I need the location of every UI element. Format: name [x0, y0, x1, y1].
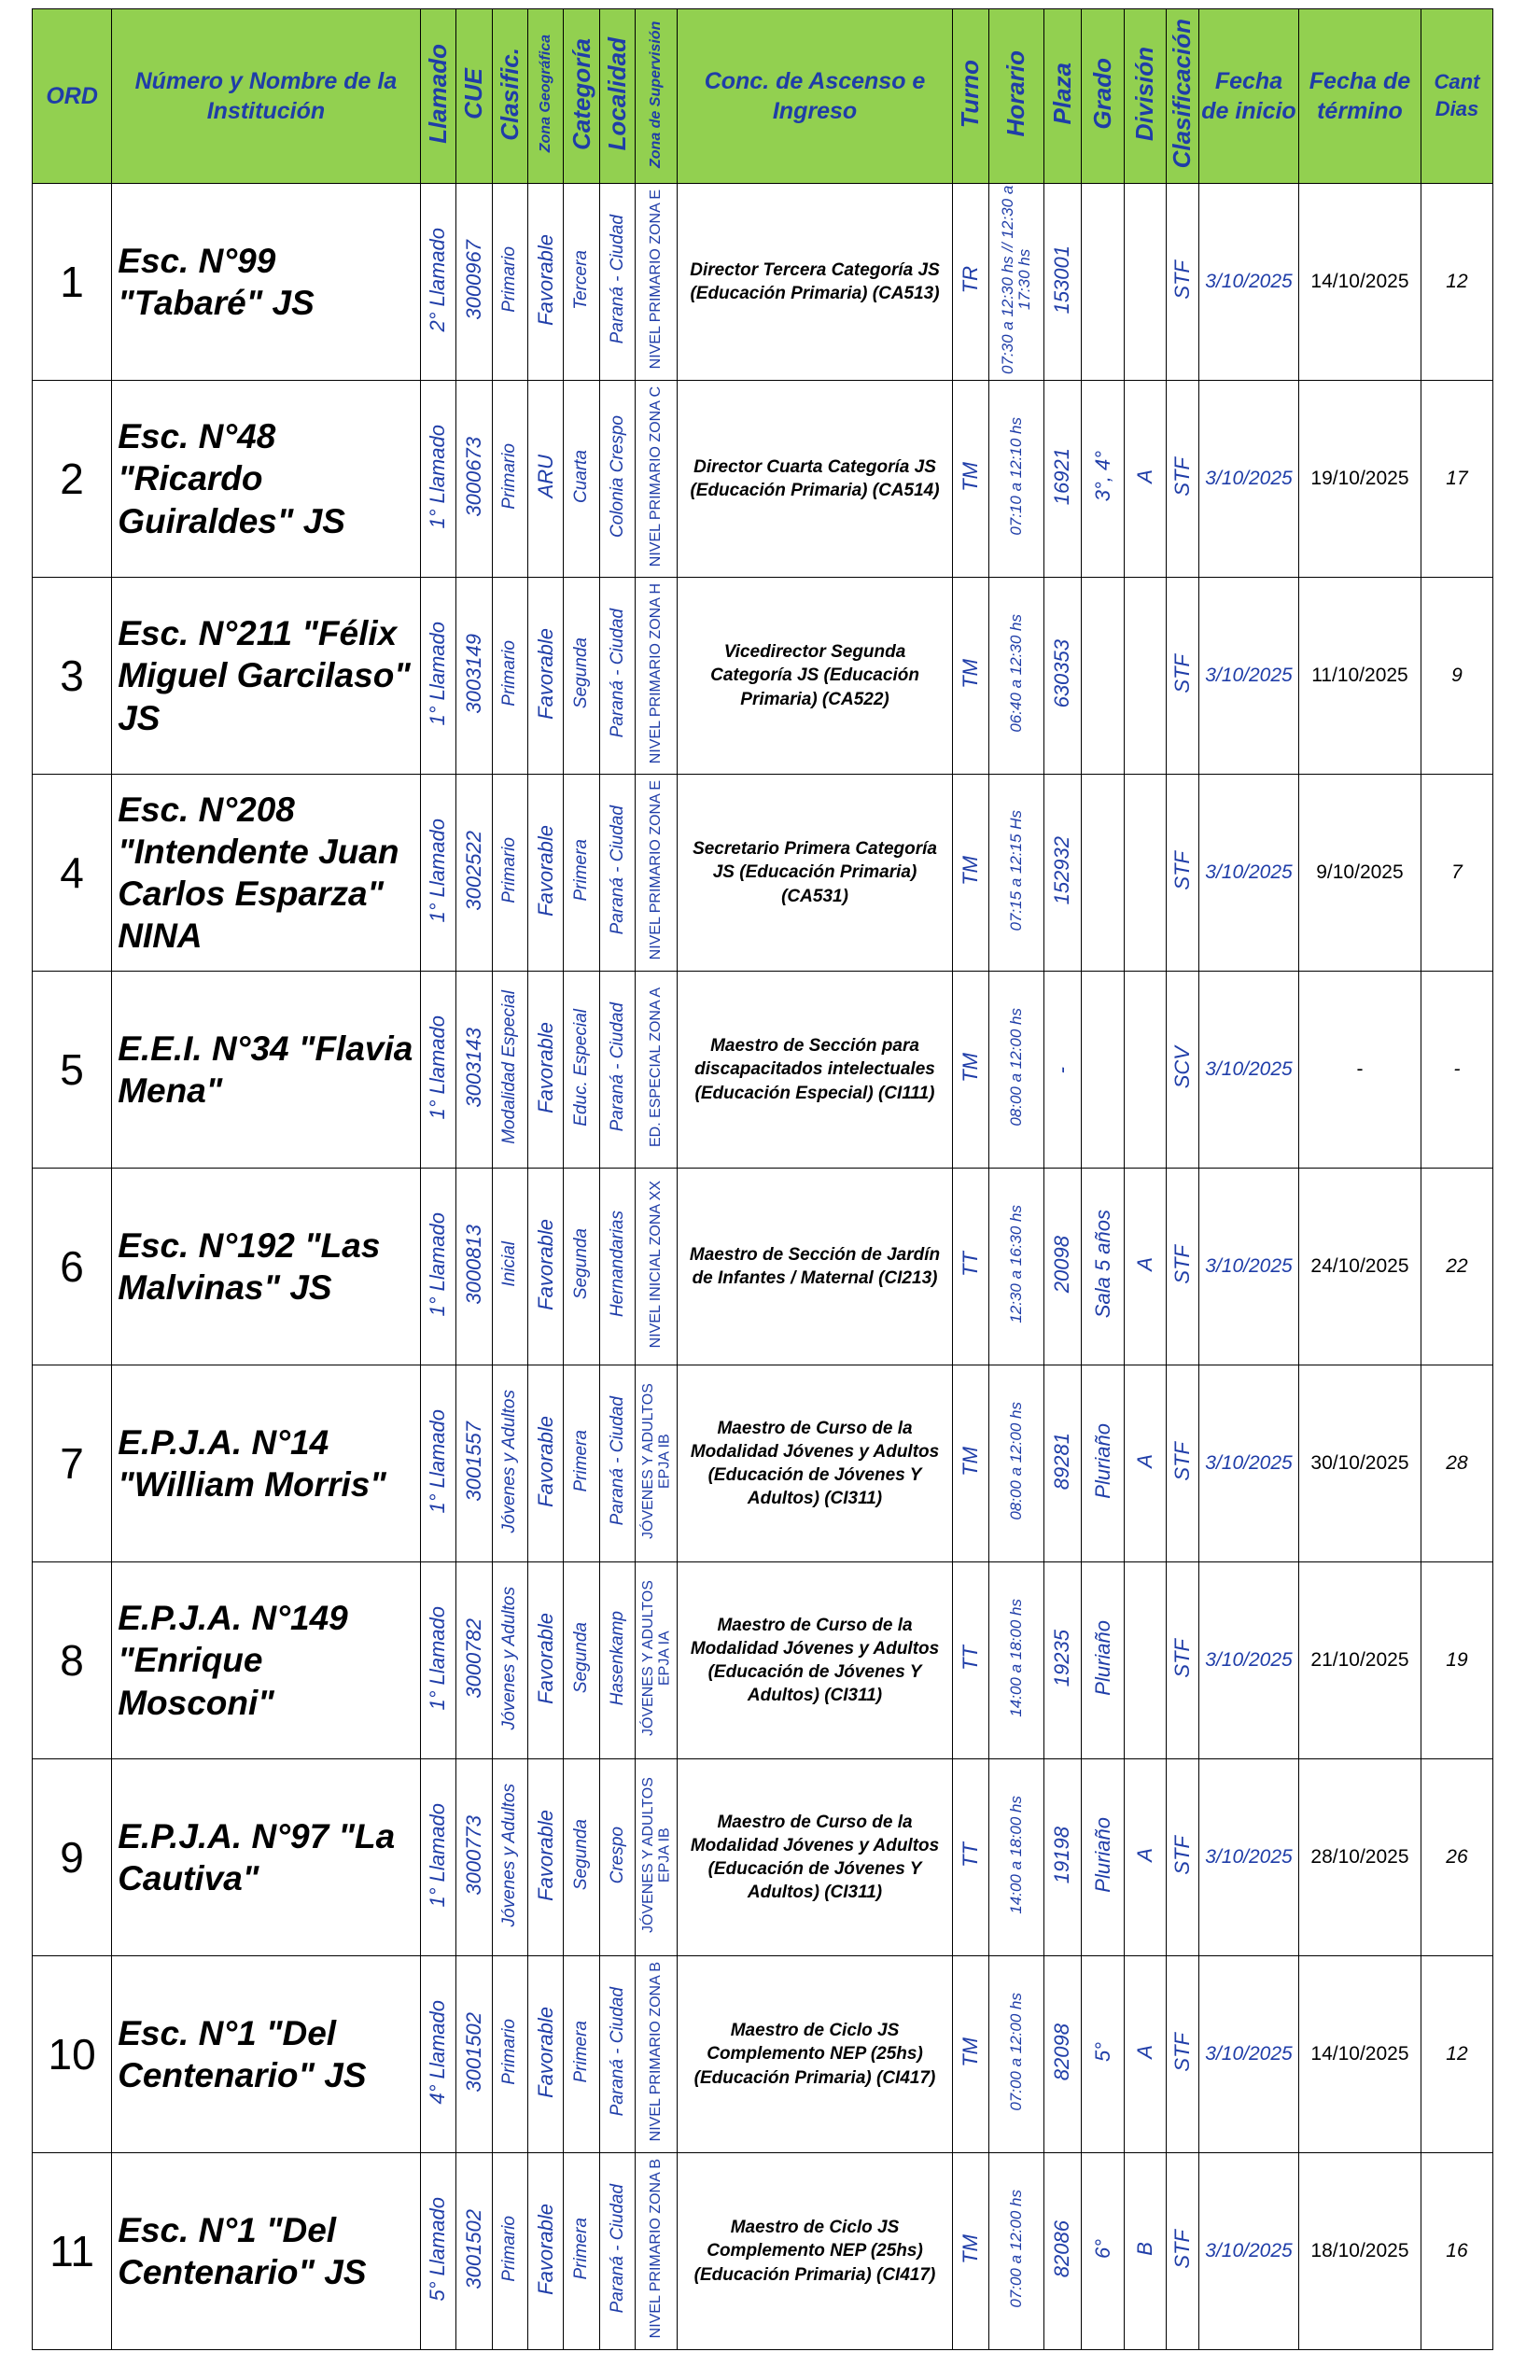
- fecha-termino-cell: 9/10/2025: [1299, 775, 1421, 972]
- ord-cell: 11: [33, 2153, 112, 2350]
- categoria-cell: Primera: [564, 2153, 599, 2350]
- turno-cell: TR: [953, 184, 988, 381]
- plaza-cell: 82086: [1043, 2153, 1082, 2350]
- cant-dias-cell: 19: [1421, 1562, 1492, 1759]
- institution-name: E.E.I. N°34 "Flavia Mena": [112, 972, 420, 1169]
- division-cell: A: [1124, 1365, 1166, 1562]
- header-row: [33, 9, 1493, 184]
- zona-geografica-cell: Favorable: [527, 578, 563, 775]
- zona-supervision-cell: JÓVENES Y ADULTOS EPJA IB: [636, 1759, 678, 1956]
- horario-cell: 07:10 a 12:10 hs: [988, 381, 1043, 578]
- clasif-cell: Modalidad Especial: [492, 972, 527, 1169]
- division-cell: [1124, 1562, 1166, 1759]
- division-cell: A: [1124, 1169, 1166, 1365]
- cue-cell: 3003149: [456, 578, 492, 775]
- turno-cell: TM: [953, 972, 988, 1169]
- institution-name: Esc. N°99 "Tabaré" JS: [112, 184, 420, 381]
- table-row: [33, 184, 1493, 381]
- table-row: [33, 381, 1493, 578]
- header-llamado: Llamado: [420, 9, 455, 184]
- fecha-inicio-cell: 3/10/2025: [1198, 1365, 1298, 1562]
- header-categoria: Categoría: [564, 9, 599, 184]
- cant-dias-cell: 12: [1421, 1956, 1492, 2153]
- plaza-cell: 89281: [1043, 1365, 1082, 1562]
- llamado-cell: 2° Llamado: [420, 184, 455, 381]
- clasificacion-cell: STF: [1166, 1169, 1198, 1365]
- zona-supervision-cell: NIVEL INICIAL ZONA XX: [636, 1169, 678, 1365]
- zona-geografica-cell: Favorable: [527, 184, 563, 381]
- header-grado: Grado: [1082, 9, 1125, 184]
- grado-cell: [1082, 578, 1125, 775]
- header-fecha-inicio: Fecha de inicio: [1198, 9, 1298, 184]
- grado-cell: 3°, 4°: [1082, 381, 1125, 578]
- division-cell: A: [1124, 1759, 1166, 1956]
- horario-cell: 14:00 a 18:00 hs: [988, 1759, 1043, 1956]
- clasificacion-cell: SCV: [1166, 972, 1198, 1169]
- plaza-cell: 19235: [1043, 1562, 1082, 1759]
- llamado-cell: 5° Llamado: [420, 2153, 455, 2350]
- ord-cell: 1: [33, 184, 112, 381]
- header-conc: Conc. de Ascenso e Ingreso: [677, 9, 952, 184]
- zona-supervision-cell: NIVEL PRIMARIO ZONA B: [636, 2153, 678, 2350]
- localidad-cell: Hasenkamp: [599, 1562, 635, 1759]
- localidad-cell: Paraná - Ciudad: [599, 1365, 635, 1562]
- division-cell: [1124, 184, 1166, 381]
- ord-cell: 6: [33, 1169, 112, 1365]
- cant-dias-cell: -: [1421, 972, 1492, 1169]
- fecha-termino-cell: 28/10/2025: [1299, 1759, 1421, 1956]
- llamado-cell: 4° Llamado: [420, 1956, 455, 2153]
- concurso-cell: Maestro de Curso de la Modalidad Jóvenes y Adultos (Educación de Jóvenes Y Adultos) (CI311): [677, 1562, 952, 1759]
- cue-cell: 3002522: [456, 775, 492, 972]
- clasificacion-cell: STF: [1166, 1365, 1198, 1562]
- plaza-cell: 20098: [1043, 1169, 1082, 1365]
- llamado-cell: 1° Llamado: [420, 381, 455, 578]
- clasif-cell: Primario: [492, 775, 527, 972]
- categoria-cell: Segunda: [564, 1759, 599, 1956]
- clasificacion-cell: STF: [1166, 184, 1198, 381]
- zona-geografica-cell: Favorable: [527, 775, 563, 972]
- fecha-termino-cell: 11/10/2025: [1299, 578, 1421, 775]
- grado-cell: [1082, 775, 1125, 972]
- fecha-termino-cell: 30/10/2025: [1299, 1365, 1421, 1562]
- cant-dias-cell: 16: [1421, 2153, 1492, 2350]
- fecha-inicio-cell: 3/10/2025: [1198, 775, 1298, 972]
- cue-cell: 3001502: [456, 2153, 492, 2350]
- clasificacion-cell: STF: [1166, 578, 1198, 775]
- llamado-cell: 1° Llamado: [420, 775, 455, 972]
- institution-name: Esc. N°211 "Félix Miguel Garcilaso" JS: [112, 578, 420, 775]
- grado-cell: 6°: [1082, 2153, 1125, 2350]
- llamado-cell: 1° Llamado: [420, 578, 455, 775]
- cue-cell: 3000967: [456, 184, 492, 381]
- cue-cell: 3000782: [456, 1562, 492, 1759]
- localidad-cell: Colonia Crespo: [599, 381, 635, 578]
- fecha-termino-cell: 24/10/2025: [1299, 1169, 1421, 1365]
- cue-cell: 3001557: [456, 1365, 492, 1562]
- institution-name: Esc. N°1 "Del Centenario" JS: [112, 2153, 420, 2350]
- fecha-inicio-cell: 3/10/2025: [1198, 1562, 1298, 1759]
- plaza-cell: 630353: [1043, 578, 1082, 775]
- cue-cell: 3003143: [456, 972, 492, 1169]
- clasif-cell: Jóvenes y Adultos: [492, 1365, 527, 1562]
- categoria-cell: Primera: [564, 775, 599, 972]
- categoria-cell: Educ. Especial: [564, 972, 599, 1169]
- clasif-cell: Primario: [492, 578, 527, 775]
- concurso-cell: Maestro de Sección para discapacitados intelectuales (Educación Especial) (CI111): [677, 972, 952, 1169]
- localidad-cell: Hernandarias: [599, 1169, 635, 1365]
- grado-cell: 5°: [1082, 1956, 1125, 2153]
- turno-cell: TM: [953, 381, 988, 578]
- cant-dias-cell: 28: [1421, 1365, 1492, 1562]
- categoria-cell: Tercera: [564, 184, 599, 381]
- institution-name: E.P.J.A. N°97 "La Cautiva": [112, 1759, 420, 1956]
- clasificacion-cell: STF: [1166, 2153, 1198, 2350]
- fecha-inicio-cell: 3/10/2025: [1198, 381, 1298, 578]
- cant-dias-cell: 22: [1421, 1169, 1492, 1365]
- zona-geografica-cell: Favorable: [527, 1956, 563, 2153]
- cue-cell: 3001502: [456, 1956, 492, 2153]
- clasif-cell: Primario: [492, 184, 527, 381]
- horario-cell: 07:00 a 12:00 hs: [988, 1956, 1043, 2153]
- zona-geografica-cell: Favorable: [527, 1169, 563, 1365]
- turno-cell: TT: [953, 1562, 988, 1759]
- localidad-cell: Paraná - Ciudad: [599, 184, 635, 381]
- fecha-inicio-cell: 3/10/2025: [1198, 972, 1298, 1169]
- fecha-inicio-cell: 3/10/2025: [1198, 1759, 1298, 1956]
- clasif-cell: Primario: [492, 1956, 527, 2153]
- horario-cell: 07:00 a 12:00 hs: [988, 2153, 1043, 2350]
- localidad-cell: Crespo: [599, 1759, 635, 1956]
- zona-supervision-cell: NIVEL PRIMARIO ZONA E: [636, 775, 678, 972]
- clasificacion-cell: STF: [1166, 381, 1198, 578]
- concurso-cell: Director Tercera Categoría JS (Educación Primaria) (CA513): [677, 184, 952, 381]
- institution-name: Esc. N°48 "Ricardo Guiraldes" JS: [112, 381, 420, 578]
- horario-cell: 07:15 a 12:15 Hs: [988, 775, 1043, 972]
- header-turno: Turno: [953, 9, 988, 184]
- horario-cell: 14:00 a 18:00 hs: [988, 1562, 1043, 1759]
- header-zona-geografica: Zona Geográfica: [527, 9, 563, 184]
- grado-cell: [1082, 184, 1125, 381]
- header-cue: CUE: [456, 9, 492, 184]
- grado-cell: Sala 5 años: [1082, 1169, 1125, 1365]
- header-zona-supervision: Zona de Supervisión: [636, 9, 678, 184]
- clasificacion-cell: STF: [1166, 1956, 1198, 2153]
- fecha-inicio-cell: 3/10/2025: [1198, 2153, 1298, 2350]
- zona-supervision-cell: NIVEL PRIMARIO ZONA B: [636, 1956, 678, 2153]
- division-cell: A: [1124, 1956, 1166, 2153]
- table-row: [33, 2153, 1493, 2350]
- cue-cell: 3000773: [456, 1759, 492, 1956]
- zona-supervision-cell: NIVEL PRIMARIO ZONA C: [636, 381, 678, 578]
- ord-cell: 9: [33, 1759, 112, 1956]
- clasificacion-cell: STF: [1166, 775, 1198, 972]
- categoria-cell: Segunda: [564, 1169, 599, 1365]
- zona-geografica-cell: Favorable: [527, 972, 563, 1169]
- grado-cell: [1082, 972, 1125, 1169]
- fecha-termino-cell: 14/10/2025: [1299, 184, 1421, 381]
- categoria-cell: Primera: [564, 1956, 599, 2153]
- header-division: División: [1124, 9, 1166, 184]
- llamado-cell: 1° Llamado: [420, 1169, 455, 1365]
- fecha-termino-cell: 14/10/2025: [1299, 1956, 1421, 2153]
- ord-cell: 7: [33, 1365, 112, 1562]
- localidad-cell: Paraná - Ciudad: [599, 578, 635, 775]
- division-cell: [1124, 578, 1166, 775]
- categoria-cell: Primera: [564, 1365, 599, 1562]
- ord-cell: 2: [33, 381, 112, 578]
- plaza-cell: 16921: [1043, 381, 1082, 578]
- fecha-inicio-cell: 3/10/2025: [1198, 1956, 1298, 2153]
- table-row: [33, 1562, 1493, 1759]
- header-plaza: Plaza: [1043, 9, 1082, 184]
- clasificacion-cell: STF: [1166, 1759, 1198, 1956]
- ord-cell: 5: [33, 972, 112, 1169]
- zona-geografica-cell: ARU: [527, 381, 563, 578]
- concurso-cell: Director Cuarta Categoría JS (Educación Primaria) (CA514): [677, 381, 952, 578]
- cant-dias-cell: 9: [1421, 578, 1492, 775]
- turno-cell: TT: [953, 1759, 988, 1956]
- cue-cell: 3000673: [456, 381, 492, 578]
- institution-name: Esc. N°192 "Las Malvinas" JS: [112, 1169, 420, 1365]
- plaza-cell: 153001: [1043, 184, 1082, 381]
- horario-cell: 08:00 a 12:00 hs: [988, 972, 1043, 1169]
- zona-geografica-cell: Favorable: [527, 1365, 563, 1562]
- table-row: [33, 1365, 1493, 1562]
- clasif-cell: Primario: [492, 381, 527, 578]
- horario-cell: 06:40 a 12:30 hs: [988, 578, 1043, 775]
- concurso-cell: Vicedirector Segunda Categoría JS (Educación Primaria) (CA522): [677, 578, 952, 775]
- grado-cell: Pluriaño: [1082, 1759, 1125, 1956]
- header-nombre: Número y Nombre de la Institución: [112, 9, 420, 184]
- plaza-cell: -: [1043, 972, 1082, 1169]
- cant-dias-cell: 17: [1421, 381, 1492, 578]
- header-fecha-termino: Fecha de término: [1299, 9, 1421, 184]
- cant-dias-cell: 12: [1421, 184, 1492, 381]
- horario-cell: 12:30 a 16:30 hs: [988, 1169, 1043, 1365]
- header-ord: ORD: [33, 9, 112, 184]
- division-cell: B: [1124, 2153, 1166, 2350]
- localidad-cell: Paraná - Ciudad: [599, 1956, 635, 2153]
- fecha-inicio-cell: 3/10/2025: [1198, 578, 1298, 775]
- division-cell: [1124, 972, 1166, 1169]
- cant-dias-cell: 7: [1421, 775, 1492, 972]
- turno-cell: TM: [953, 775, 988, 972]
- zona-supervision-cell: ED. ESPECIAL ZONA A: [636, 972, 678, 1169]
- fecha-termino-cell: 18/10/2025: [1299, 2153, 1421, 2350]
- zona-geografica-cell: Favorable: [527, 1562, 563, 1759]
- zona-geografica-cell: Favorable: [527, 1759, 563, 1956]
- grado-cell: Pluriaño: [1082, 1562, 1125, 1759]
- clasificacion-cell: STF: [1166, 1562, 1198, 1759]
- fecha-termino-cell: -: [1299, 972, 1421, 1169]
- concurso-cell: Maestro de Curso de la Modalidad Jóvenes y Adultos (Educación de Jóvenes Y Adultos) (CI311): [677, 1759, 952, 1956]
- table-row: [33, 578, 1493, 775]
- header-localidad: Localidad: [599, 9, 635, 184]
- header-cant-dias: Cant Dias: [1421, 9, 1492, 184]
- turno-cell: TM: [953, 1365, 988, 1562]
- zona-supervision-cell: JÓVENES Y ADULTOS EPJA IB: [636, 1365, 678, 1562]
- zona-supervision-cell: NIVEL PRIMARIO ZONA E: [636, 184, 678, 381]
- table-row: [33, 1956, 1493, 2153]
- ord-cell: 10: [33, 1956, 112, 2153]
- table-row: [33, 972, 1493, 1169]
- division-cell: A: [1124, 381, 1166, 578]
- fecha-termino-cell: 19/10/2025: [1299, 381, 1421, 578]
- concurso-cell: Secretario Primera Categoría JS (Educación Primaria) (CA531): [677, 775, 952, 972]
- institution-name: Esc. N°1 "Del Centenario" JS: [112, 1956, 420, 2153]
- zona-supervision-cell: NIVEL PRIMARIO ZONA H: [636, 578, 678, 775]
- llamado-cell: 1° Llamado: [420, 972, 455, 1169]
- ord-cell: 4: [33, 775, 112, 972]
- turno-cell: TT: [953, 1169, 988, 1365]
- clasif-cell: Primario: [492, 2153, 527, 2350]
- table-row: [33, 775, 1493, 972]
- header-horario: Horario: [988, 9, 1043, 184]
- institution-name: E.P.J.A. N°14 "William Morris": [112, 1365, 420, 1562]
- turno-cell: TM: [953, 1956, 988, 2153]
- division-cell: [1124, 775, 1166, 972]
- ord-cell: 8: [33, 1562, 112, 1759]
- fecha-inicio-cell: 3/10/2025: [1198, 184, 1298, 381]
- llamado-cell: 1° Llamado: [420, 1365, 455, 1562]
- clasif-cell: Jóvenes y Adultos: [492, 1759, 527, 1956]
- fecha-inicio-cell: 3/10/2025: [1198, 1169, 1298, 1365]
- horario-cell: 07:30 a 12:30 hs // 12:30 a 17:30 hs: [988, 184, 1043, 381]
- categoria-cell: Segunda: [564, 578, 599, 775]
- table-row: [33, 1759, 1493, 1956]
- turno-cell: TM: [953, 578, 988, 775]
- clasif-cell: Jóvenes y Adultos: [492, 1562, 527, 1759]
- grado-cell: Pluriaño: [1082, 1365, 1125, 1562]
- header-clasificacion: Clasificación: [1166, 9, 1198, 184]
- cue-cell: 3000813: [456, 1169, 492, 1365]
- concurso-cell: Maestro de Ciclo JS Complemento NEP (25hs) (Educación Primaria) (CI417): [677, 2153, 952, 2350]
- localidad-cell: Paraná - Ciudad: [599, 775, 635, 972]
- ord-cell: 3: [33, 578, 112, 775]
- institution-name: Esc. N°208 "Intendente Juan Carlos Esparza" NINA: [112, 775, 420, 972]
- plaza-cell: 19198: [1043, 1759, 1082, 1956]
- categoria-cell: Segunda: [564, 1562, 599, 1759]
- turno-cell: TM: [953, 2153, 988, 2350]
- llamado-cell: 1° Llamado: [420, 1562, 455, 1759]
- header-clasif: Clasific.: [492, 9, 527, 184]
- horario-cell: 08:00 a 12:00 hs: [988, 1365, 1043, 1562]
- clasif-cell: Inicial: [492, 1169, 527, 1365]
- vacancies-table: [32, 8, 1493, 2350]
- table-row: [33, 1169, 1493, 1365]
- zona-supervision-cell: JÓVENES Y ADULTOS EPJA IA: [636, 1562, 678, 1759]
- concurso-cell: Maestro de Sección de Jardín de Infantes / Maternal (CI213): [677, 1169, 952, 1365]
- plaza-cell: 152932: [1043, 775, 1082, 972]
- cant-dias-cell: 26: [1421, 1759, 1492, 1956]
- institution-name: E.P.J.A. N°149 "Enrique Mosconi": [112, 1562, 420, 1759]
- localidad-cell: Paraná - Ciudad: [599, 2153, 635, 2350]
- fecha-termino-cell: 21/10/2025: [1299, 1562, 1421, 1759]
- llamado-cell: 1° Llamado: [420, 1759, 455, 1956]
- localidad-cell: Paraná - Ciudad: [599, 972, 635, 1169]
- plaza-cell: 82098: [1043, 1956, 1082, 2153]
- categoria-cell: Cuarta: [564, 381, 599, 578]
- concurso-cell: Maestro de Ciclo JS Complemento NEP (25hs) (Educación Primaria) (CI417): [677, 1956, 952, 2153]
- zona-geografica-cell: Favorable: [527, 2153, 563, 2350]
- concurso-cell: Maestro de Curso de la Modalidad Jóvenes y Adultos (Educación de Jóvenes Y Adultos) (CI311): [677, 1365, 952, 1562]
